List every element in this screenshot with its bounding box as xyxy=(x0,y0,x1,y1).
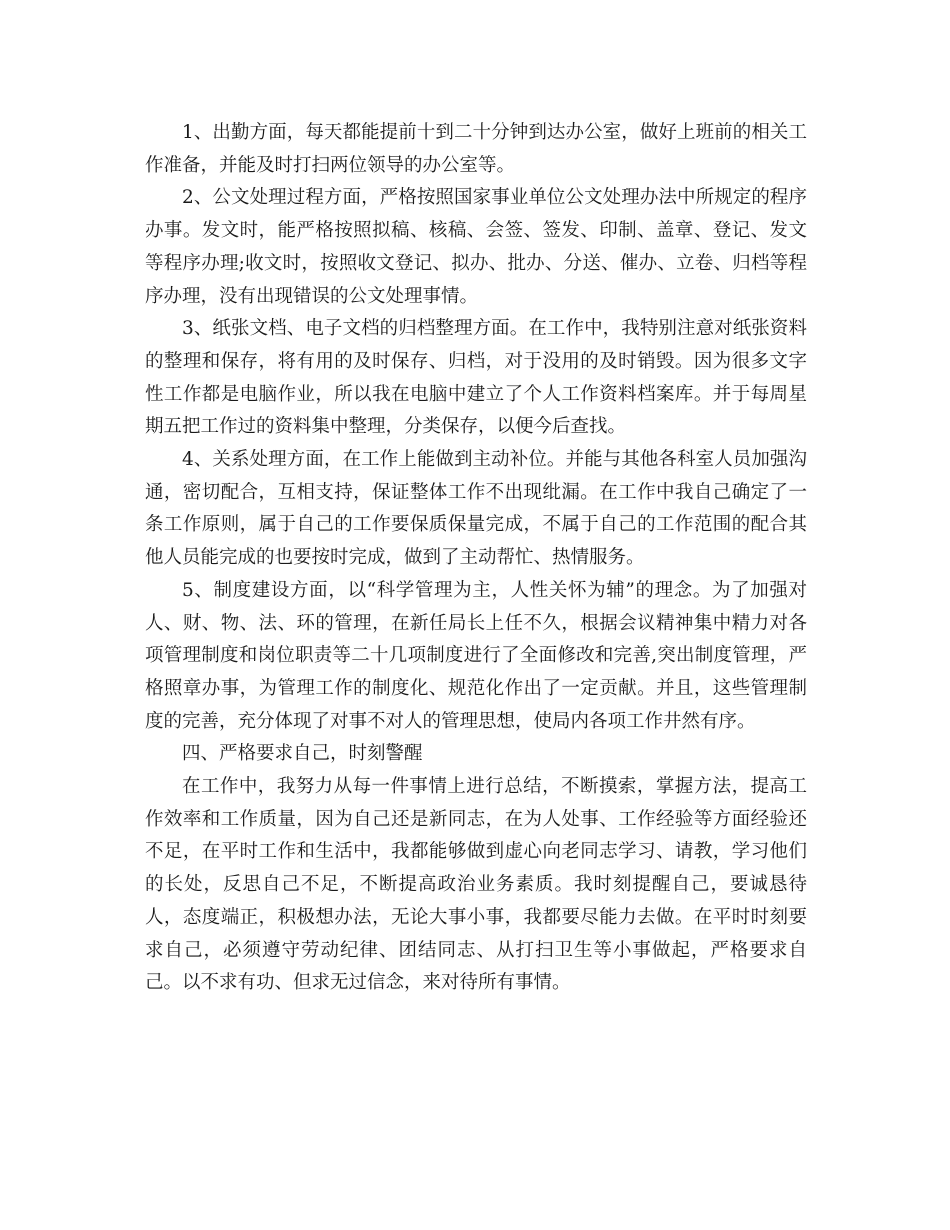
document-body xyxy=(145,117,807,1000)
paragraph-self-reflection: 在工作中，我努力从每一件事情上进行总结，不断摸索，掌握方法，提高工作效率和工作质量，因为自己还是新同志，在为人处事、工作经验等方面经验还不足，在平时工作和生活中，我都能够做到虚心向老同志学习、请教，学习他们的长处，反思自己不足，不断提高政治业务素质。我时刻提醒自己，要诚恳待人，态度端正，积极想办法，无论大事小事，我都要尽能力去做。在平时时刻要求自己，必须遵守劳动纪律、团结同志、从打扫卫生等小事做起，严格要求自己。以不求有功、但求无过信念，来对待所有事情。 xyxy=(145,776,807,994)
section-heading-self-discipline: 四、严格要求自己，时刻警醒 xyxy=(182,743,423,765)
paragraph-archiving: 3、纸张文档、电子文档的归档整理方面。在工作中，我特别注意对纸张资料的整理和保存，将有用的及时保存、归档，对于没用的及时销毁。因为很多文字性工作都是电脑作业，所以我在电脑中建立了个人工作资料档案库。并于每周星期五把工作过的资料集中整理，分类保存，以便今后查找。 xyxy=(145,318,807,438)
paragraph-document-processing: 2、公文处理过程方面，严格按照国家事业单位公文处理办法中所规定的程序办事。发文时，能严格按照拟稿、核稿、会签、签发、印制、盖章、登记、发文等程序办理;收文时，按照收文登记、拟办、批办、分送、催办、立卷、归档等程序办理，没有出现错误的公文处理事情。 xyxy=(145,187,807,307)
paragraph-attendance: 1、出勤方面，每天都能提前十到二十分钟到达办公室，做好上班前的相关工作准备，并能及时打扫两位领导的办公室等。 xyxy=(145,122,807,176)
paragraph-relationships: 4、关系处理方面，在工作上能做到主动补位。并能与其他各科室人员加强沟通，密切配合，互相支持，保证整体工作不出现纰漏。在工作中我自己确定了一条工作原则，属于自己的工作要保质保量完成，不属于自己的工作范围的配合其他人员能完成的也要按时完成，做到了主动帮忙、热情服务。 xyxy=(145,449,807,569)
paragraph-system-building: 5、制度建设方面，以“科学管理为主，人性关怀为辅”的理念。为了加强对人、财、物、法、环的管理，在新任局长上任不久，根据会议精神集中精力对各项管理制度和岗位职责等二十几项制度进行了全面修改和完善,突出制度管理，严格照章办事，为管理工作的制度化、规范化作出了一定贡献。并且，这些管理制度的完善，充分体现了对事不对人的管理思想，使局内各项工作井然有序。 xyxy=(145,579,807,732)
